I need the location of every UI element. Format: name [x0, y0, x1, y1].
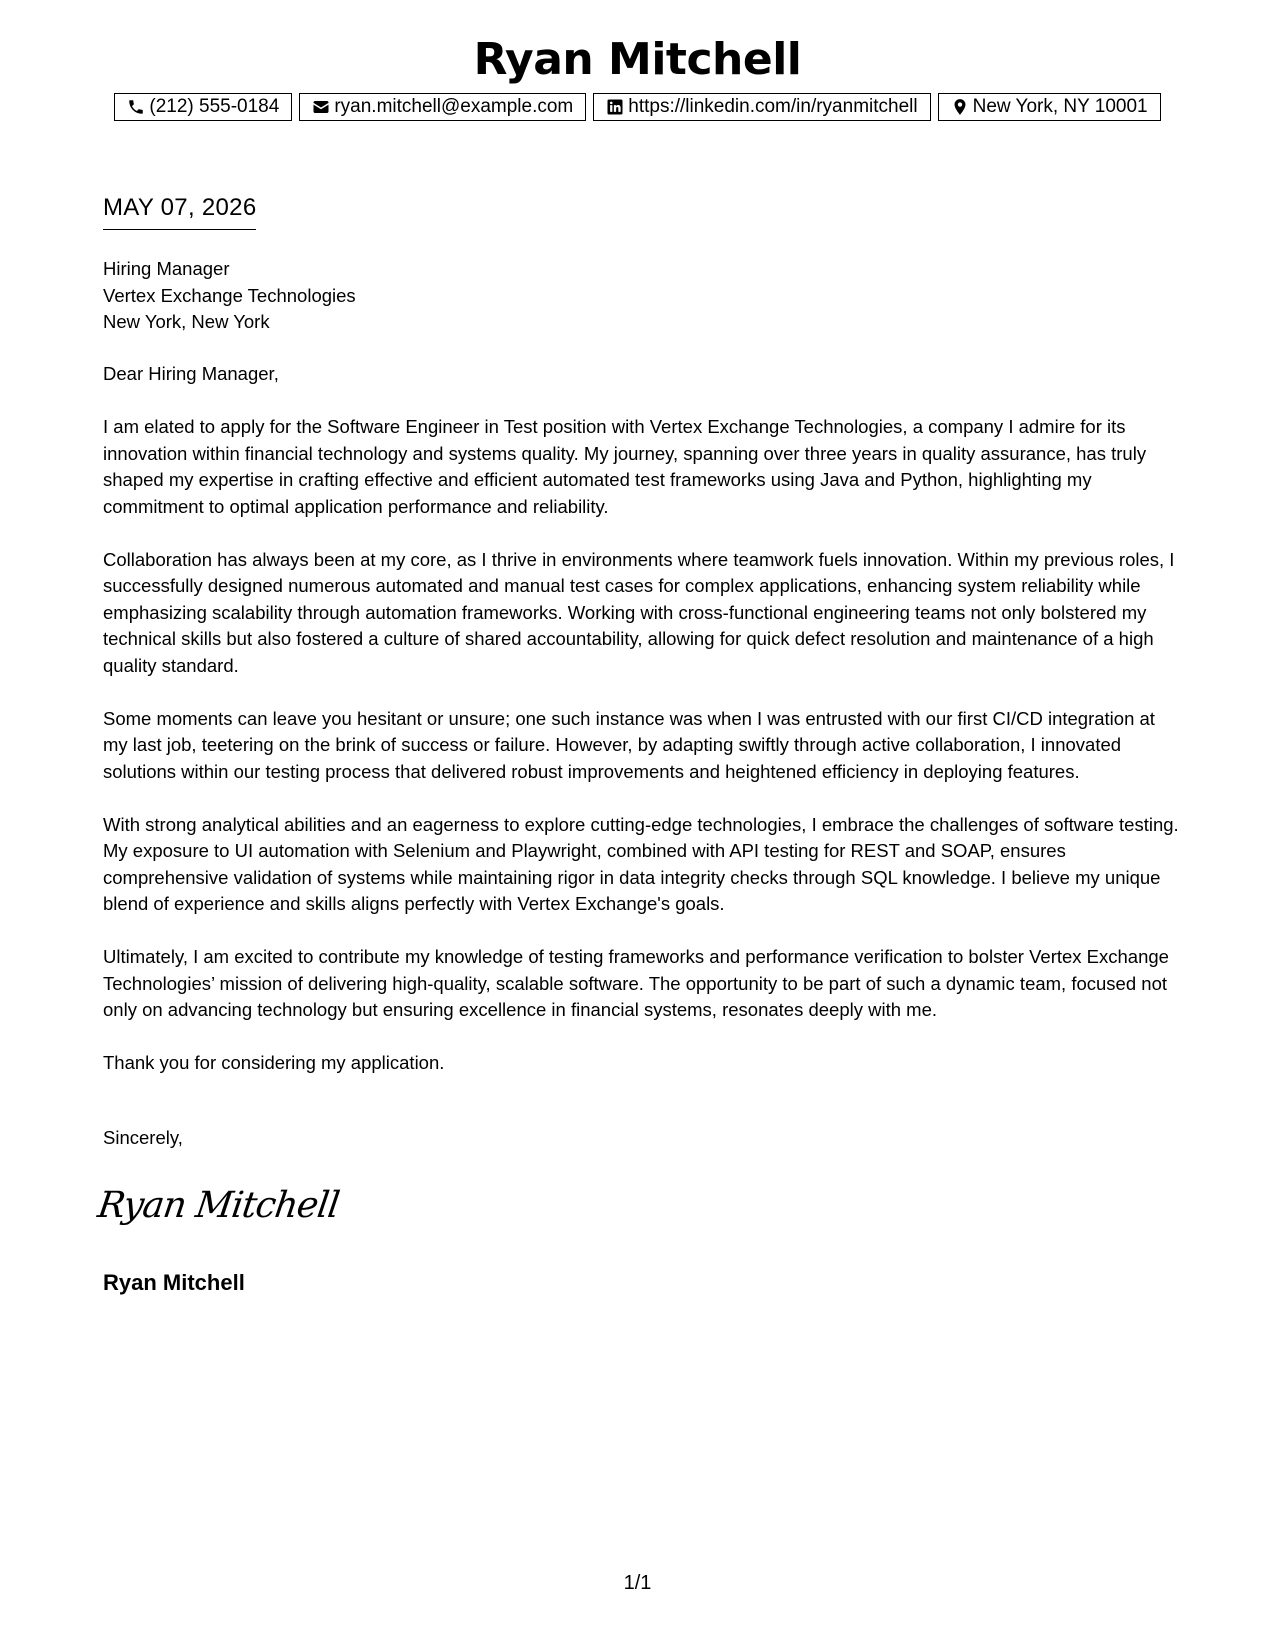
contact-location-text: New York, NY 10001 [972, 96, 1148, 117]
contact-email [299, 93, 586, 121]
recipient-block [103, 256, 356, 336]
letter-date: MAY 07, 2026 [103, 193, 256, 230]
handwritten-signature: Ryan Mitchell [95, 1185, 342, 1226]
applicant-name-heading: Ryan Mitchell [473, 34, 802, 85]
body-paragraph: With strong analytical abilities and an eagerness to explore cutting-edge technologies, I embrace the challenges of software testing. My exposure to UI automation with Selenium and Playwright, combined with API testing for REST and SOAP, ensures comprehensive validation of systems while maintaining rigor in data integrity checks through SQL knowledge. I believe my unique blend of experience and skills aligns perfectly with Vertex Exchange's goals. [103, 813, 1179, 914]
closing-line: Sincerely, [103, 1127, 183, 1148]
phone-icon [127, 98, 145, 116]
recipient-location: New York, New York [103, 311, 270, 332]
recipient-company: Vertex Exchange Technologies [103, 284, 356, 306]
contact-bar [0, 93, 1275, 121]
contact-phone [114, 93, 292, 121]
letter-body [103, 361, 1183, 1103]
body-paragraph: I am elated to apply for the Software Engineer in Test position with Vertex Exchange Technologies, a company I admire for its innovation within financial technology and systems quality. My journey, spanning over three years in quality assurance, has truly shaped my expertise in crafting effective and efficient automated test frameworks using Java and Python, highlighting my commitment to optimal application performance and reliability. [103, 416, 1147, 517]
signer-name: Ryan Mitchell [103, 1270, 245, 1295]
salutation: Dear Hiring Manager, [103, 363, 279, 384]
envelope-icon [312, 98, 330, 116]
contact-location [938, 93, 1161, 121]
body-paragraph: Collaboration has always been at my core, as I thrive in environments where teamwork fuels innovation. Within my previous roles, I successfully designed numerous automated and manual test cases for complex applications, enhancing system reliability while emphasizing scalability through automation frameworks. Working with cross-functional engineering teams not only bolstered my technical skills but also fostered a culture of shared accountability, allowing for quick defect resolution and maintenance of a high quality standard. [103, 548, 1175, 676]
thank-you-line: Thank you for considering my application. [103, 1052, 445, 1073]
page-number: 1/1 [623, 1572, 652, 1594]
body-paragraph: Some moments can leave you hesitant or unsure; one such instance was when I was entrusted with our first CI/CD integration at my last job, teetering on the brink of success or failure. However, by adapting swiftly through active collaboration, I innovated solutions within our testing process that delivered robust improvements and heightened efficiency in deploying features. [103, 707, 1155, 782]
linkedin-icon [606, 98, 624, 116]
body-paragraph: Ultimately, I am excited to contribute my knowledge of testing frameworks and performance verification to bolster Vertex Exchange Technologies’ mission of delivering high-quality, scalable software. The opportunity to be part of such a dynamic team, focused not only on advancing technology but ensuring excellence in financial systems, resonates deeply with me. [103, 946, 1169, 1020]
contact-phone-text: (212) 555-0184 [149, 96, 280, 117]
contact-linkedin [593, 93, 930, 121]
map-marker-icon [951, 98, 969, 116]
contact-email-text: ryan.mitchell@example.com [334, 96, 574, 117]
recipient-title: Hiring Manager [103, 258, 230, 279]
contact-linkedin-text: https://linkedin.com/in/ryanmitchell [628, 96, 918, 117]
